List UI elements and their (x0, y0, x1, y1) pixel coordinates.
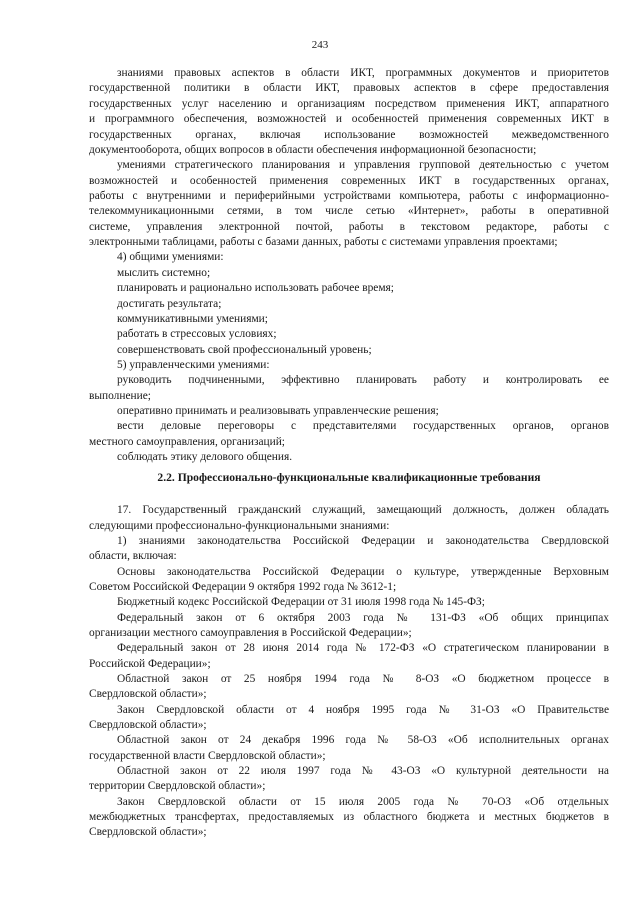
text-line-p11-2: выполнение; (89, 390, 151, 402)
text-line-p1-5: государственных органах, включая использование возможностей межведомственного (89, 129, 609, 141)
text-line-p4: мыслить системно; (117, 267, 211, 279)
text-line-p11-1: руководить подчиненными, эффективно планировать работу и контролировать ее (117, 374, 609, 386)
text-line-p16-1: 1) знаниями законодательства Российской Федерации и законодательства Свердловской (117, 535, 609, 547)
text-line-p15-1: 17. Государственный гражданский служащий, замещающий должность, должен обладать (117, 504, 609, 516)
text-line-p1-6: документооборота, общих вопросов в области обеспечения информационной безопасности; (89, 144, 537, 156)
text-line-p9: совершенствовать свой профессиональный уровень; (117, 344, 372, 356)
text-line-p2-5: системе, управления электронной почтой, работы в текстовом редакторе, работы с (89, 221, 609, 233)
text-line-p6: достигать результата; (117, 298, 222, 310)
text-line-p14: соблюдать этику делового общения. (117, 451, 293, 463)
text-line-p2-4: телекоммуникационными сетями, в том числе сетью «Интернет», работы в оперативной (89, 205, 609, 217)
text-line-p15-2: следующими профессионально-функциональными знаниями: (89, 520, 390, 532)
text-line-p22-2: Свердловской области»; (89, 719, 207, 731)
text-line-p2-3: работы с внутренними и периферийными устройствами компьютера, работы с информационно- (89, 190, 609, 202)
text-line-p19-2: организации местного самоуправления в Российской Федерации»; (89, 627, 412, 639)
text-line-p17-1: Основы законодательства Российской Федерации о культуре, утвержденные Верховным (117, 566, 609, 578)
text-line-p17-2: Советом Российской Федерации 9 октября 1992 года № 3612-1; (89, 581, 397, 593)
text-line-p3: 4) общими умениями: (117, 251, 224, 263)
text-line-p7: коммуникативными умениями; (117, 313, 268, 325)
text-line-p8: работать в стрессовых условиях; (117, 328, 277, 340)
text-line-p22-1: Закон Свердловской области от 4 ноября 1995 года № 31-ОЗ «О Правительстве (117, 704, 609, 716)
text-line-p5: планировать и рационально использовать рабочее время; (117, 282, 394, 294)
text-line-p25-3: Свердловской области»; (89, 826, 207, 838)
text-line-p18: Бюджетный кодекс Российской Федерации от 31 июля 1998 года № 145-ФЗ; (117, 596, 485, 608)
text-line-p2-2: возможностей и особенностей применения современных ИКТ в государственных органах, (89, 175, 609, 187)
text-line-p1-1: знаниями правовых аспектов в области ИКТ, программных документов и приоритетов (117, 67, 609, 79)
text-line-p2-6: электронными таблицами, работы с базами данных, работы с системами управления проектами; (89, 236, 558, 248)
text-line-p1-2: государственной политики в области ИКТ, правовых аспектов в сфере предоставления (89, 82, 609, 94)
text-line-p25-2: межбюджетных трансфертах, предоставляемых из областного бюджета и местных бюджетов в (89, 811, 609, 823)
text-line-p13-2: местного самоуправления, организаций; (89, 436, 285, 448)
text-line-p21-2: Свердловской области»; (89, 688, 207, 700)
text-line-p23-1: Областной закон от 24 декабря 1996 года № 58-ОЗ «Об исполнительных органах (117, 734, 609, 746)
text-line-p24-1: Областной закон от 22 июля 1997 года № 43-ОЗ «О культурной деятельности на (117, 765, 609, 777)
text-line-p21-1: Областной закон от 25 ноября 1994 года № 8-ОЗ «О бюджетном процессе в (117, 673, 609, 685)
text-line-p1-4: и программного обеспечения, возможностей и особенностей применения современных ИКТ в (89, 113, 609, 125)
text-line-p1-3: государственных услуг населению и организациям посредством применения ИКТ, аппаратного (89, 98, 609, 110)
text-line-p16-2: области, включая: (89, 550, 177, 562)
text-line-p25-1: Закон Свердловской области от 15 июля 2005 года № 70-ОЗ «Об отдельных (117, 796, 609, 808)
text-line-p10: 5) управленческими умениями: (117, 359, 270, 371)
text-line-p12: оперативно принимать и реализовывать управленческие решения; (117, 405, 439, 417)
text-line-p2-1: умениями стратегического планирования и управления групповой деятельностью с учетом (117, 159, 609, 171)
section-heading: 2.2. Профессионально-функциональные квалификационные требования (157, 471, 541, 484)
page-number: 243 (311, 39, 329, 51)
text-line-p13-1: вести деловые переговоры с представителями государственных органов, органов (117, 420, 609, 432)
text-line-p24-2: территории Свердловской области»; (89, 780, 266, 792)
text-line-p20-1: Федеральный закон от 28 июня 2014 года № 172-ФЗ «О стратегическом планировании в (117, 642, 609, 654)
text-line-p20-2: Российской Федерации»; (89, 658, 211, 670)
text-line-p19-1: Федеральный закон от 6 октября 2003 года № 131-ФЗ «Об общих принципах (117, 612, 609, 624)
text-line-p23-2: государственной власти Свердловской области»; (89, 750, 326, 762)
